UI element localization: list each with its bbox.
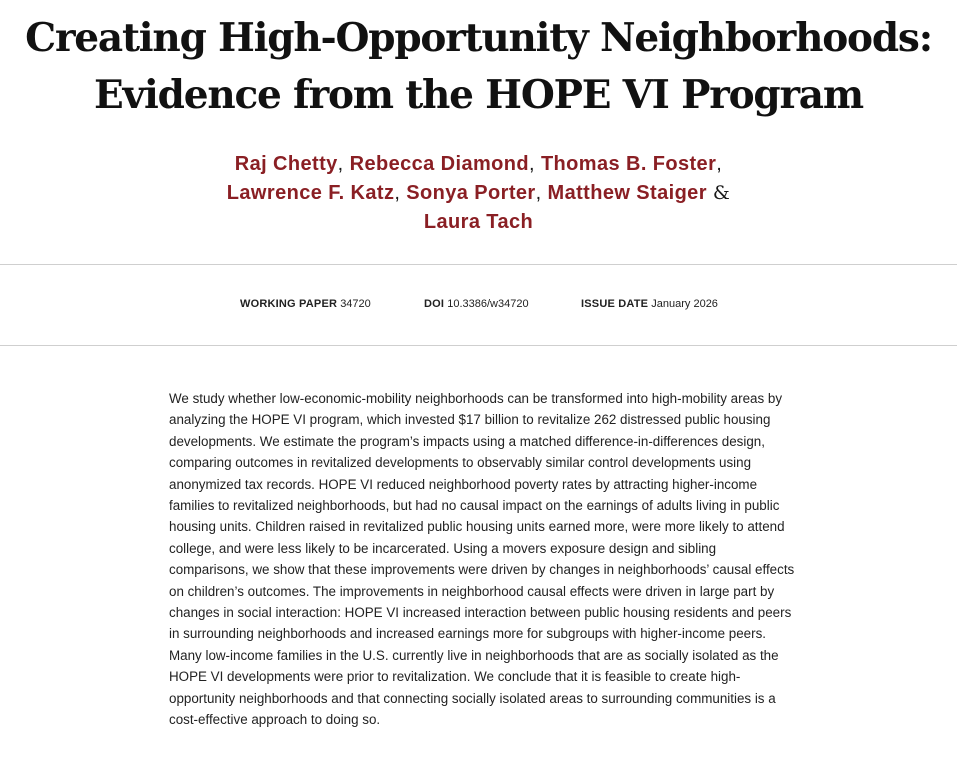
issue-date-info [581, 297, 718, 311]
author-separator: , [535, 182, 542, 204]
author-link[interactable]: Thomas B. Foster [540, 153, 717, 175]
abstract-text: We study whether low-economic-mobility neighborhoods can be transformed into high-mobility areas by analyzing the HOPE VI program, which invested $17 billion to revitalize 262 distressed public housing developments. We estimate the program’s impacts using a matched difference-in-differences design, comparing outcomes in revitalized developments to observably similar control developments using anonymized tax records. HOPE VI reduced neighborhood poverty rates by attracting higher-income families to revitalized neighborhoods, but had no causal impact on the earnings of adults living in public housing units. Children raised in revitalized public housing units earned more, were more likely to attend college, and were less likely to be incarcerated. Using a movers exposure design and sibling comparisons, we show that these improvements were driven by changes in neighborhoods’ causal effects on children’s outcomes. The improvements in neighborhood causal effects were driven in large part by changes in social interaction: HOPE VI increased interaction between public housing residents and peers in surrounding neighborhoods and increased earnings more for subgroups with higher-income peers. Many low-income families in the U.S. currently live in neighborhoods that are as socially isolated as the HOPE VI developments were prior to revitalization. We conclude that it is feasible to create high-opportunity neighborhoods and that connecting socially isolated areas to surrounding communities is a cost-effective approach to doing so. [169, 391, 795, 728]
doi-value[interactable]: 10.3386/w34720 [447, 298, 529, 310]
doi-info [424, 297, 529, 311]
working-paper-info [240, 297, 371, 311]
author-link[interactable]: Sonya Porter [406, 182, 536, 204]
working-paper-label: WORKING PAPER [240, 298, 338, 310]
author-separator: , [716, 153, 723, 175]
author-line-3 [0, 208, 957, 237]
author-list [0, 150, 957, 237]
author-link[interactable]: Raj Chetty [234, 153, 338, 175]
paper-title-line-2: Evidence from the HOPE VI Program [94, 72, 863, 118]
author-line-2 [0, 179, 957, 208]
author-line-1 [0, 150, 957, 179]
author-link[interactable]: Matthew Staiger [547, 182, 707, 204]
top-divider [0, 264, 957, 265]
author-separator: , [394, 182, 401, 204]
author-link[interactable]: Laura Tach [423, 211, 534, 233]
doi-label: DOI [424, 298, 445, 310]
issue-date-label: ISSUE DATE [581, 298, 649, 310]
issue-date-value: January 2026 [651, 298, 718, 310]
author-separator: , [529, 153, 535, 175]
paper-title-line-1: Creating High-Opportunity Neighborhoods: [25, 15, 932, 61]
working-paper-number: 34720 [340, 298, 371, 310]
author-conjunction: & [712, 182, 731, 204]
paper-title [0, 10, 957, 124]
author-link[interactable]: Lawrence F. Katz [226, 182, 395, 204]
author-separator: , [337, 153, 344, 175]
author-link[interactable]: Rebecca Diamond [349, 153, 529, 175]
bottom-divider [0, 345, 957, 346]
